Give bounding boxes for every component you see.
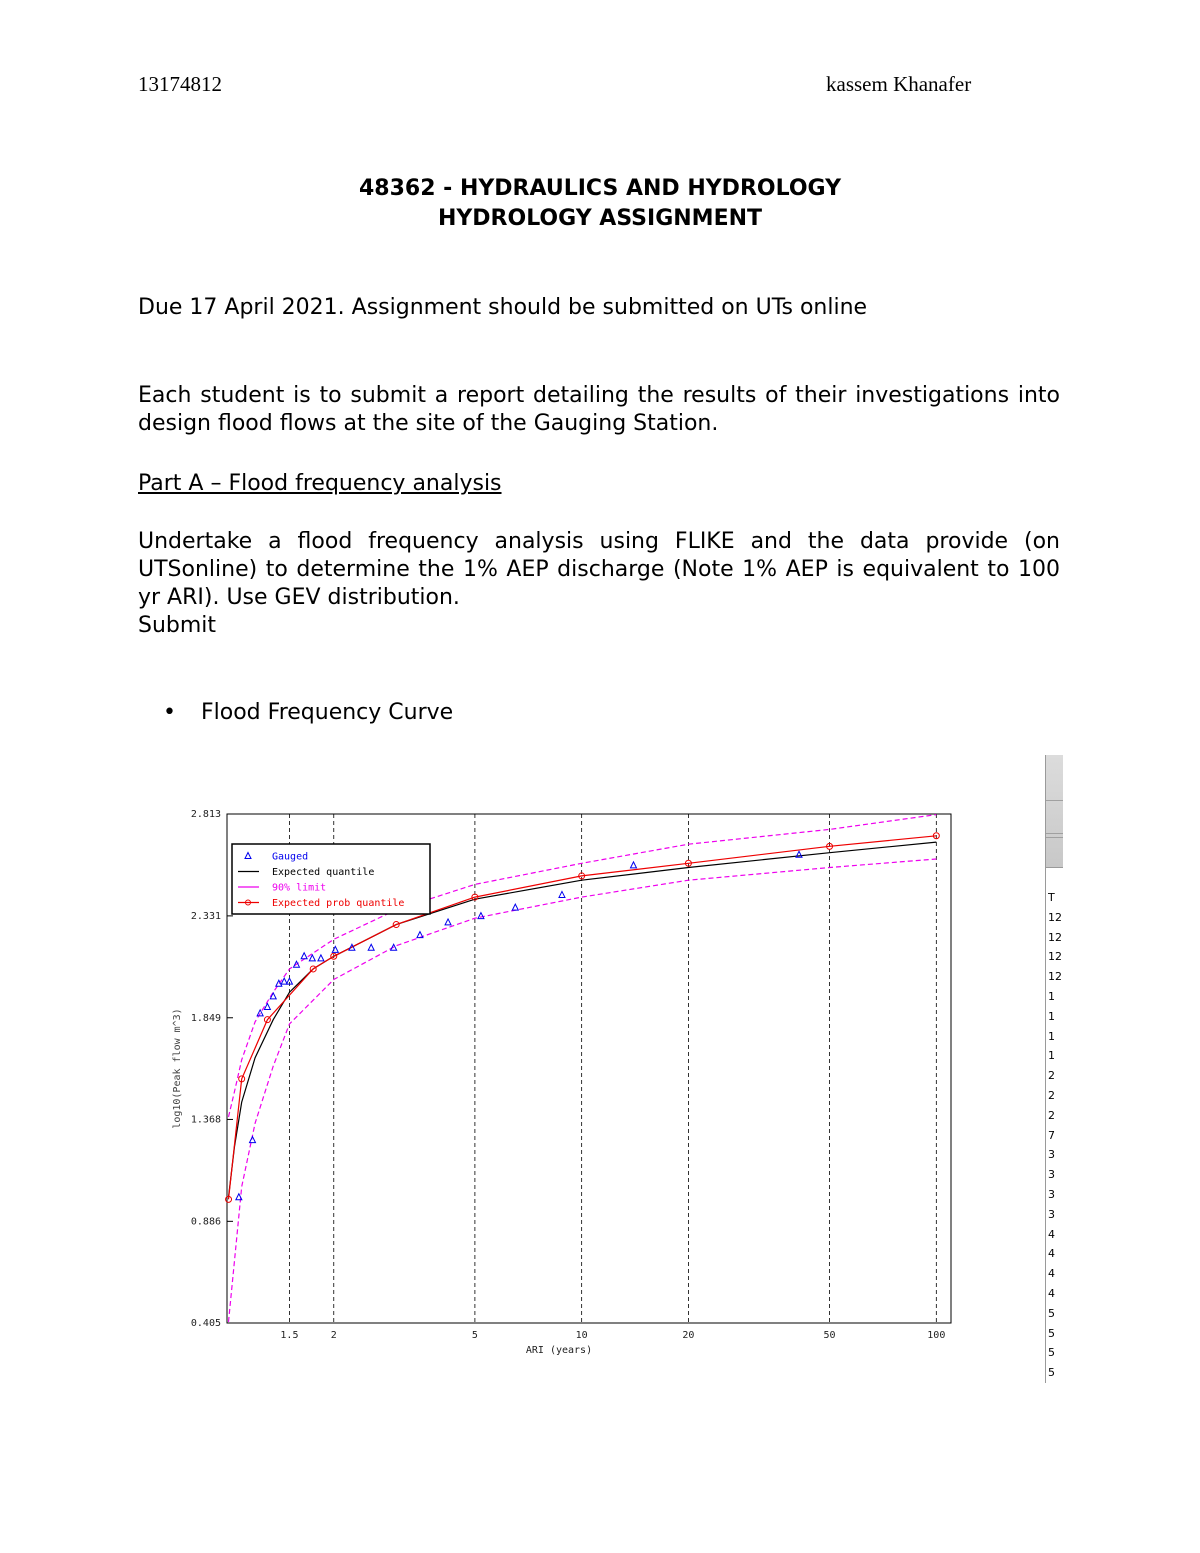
- gauged-point: [249, 1137, 255, 1143]
- spreadsheet-cell: T: [1048, 891, 1063, 904]
- spreadsheet-cell: 3: [1048, 1188, 1063, 1201]
- document-subtitle: HYDROLOGY ASSIGNMENT: [437, 206, 763, 231]
- gauged-point: [478, 913, 484, 919]
- x-tick-label: 1.5: [280, 1330, 299, 1341]
- gauged-point: [301, 953, 307, 959]
- spreadsheet-cell: 5: [1048, 1307, 1063, 1320]
- y-tick-label: 2.331: [190, 910, 221, 922]
- gauged-point: [559, 891, 565, 897]
- submit-label: Submit: [138, 613, 217, 638]
- spreadsheet-cell: 7: [1048, 1129, 1063, 1142]
- y-axis-label: log10(Peak flow m^3): [172, 1008, 183, 1129]
- spreadsheet-cell: 4: [1048, 1228, 1063, 1241]
- gauged-point: [236, 1194, 242, 1200]
- intro-paragraph: Each student is to submit a report detailing the results of their investigations into design flood flows at the site of the Gauging Station.: [138, 383, 1060, 436]
- x-tick-label: 50: [823, 1330, 836, 1341]
- legend-label: Expected quantile: [272, 867, 375, 878]
- due-date-line: Due 17 April 2021. Assignment should be submitted on UTs online: [138, 295, 868, 320]
- spreadsheet-cell: 4: [1048, 1267, 1063, 1280]
- legend-label: 90% limit: [272, 882, 327, 894]
- y-tick-label: 2.813: [190, 809, 221, 820]
- spreadsheet-cell: 4: [1048, 1287, 1063, 1300]
- part-a-body: Undertake a flood frequency analysis using FLIKE and the data provide (on UTSonline) to determine the 1% AEP discharge (Note 1% AEP is equivalent to 100 yr ARI). Use GEV distribution.: [138, 529, 1060, 610]
- gauged-point: [417, 932, 423, 938]
- spreadsheet-cell: 1: [1048, 1049, 1063, 1062]
- x-tick-label: 10: [575, 1330, 588, 1341]
- bullet-dot: •: [163, 700, 176, 725]
- gauged-point: [630, 862, 636, 868]
- spreadsheet-toolbar: [1046, 755, 1063, 868]
- spreadsheet-cell: 1: [1048, 990, 1063, 1003]
- gauged-point: [281, 978, 287, 984]
- gauged-point: [318, 955, 324, 961]
- student-id: 13174812: [138, 72, 222, 96]
- gauged-point: [264, 1003, 270, 1009]
- gauged-point: [368, 944, 374, 950]
- spreadsheet-cell: 12: [1048, 950, 1062, 964]
- legend-label: Gauged: [272, 851, 309, 863]
- spreadsheet-cell: 2: [1048, 1069, 1063, 1082]
- gauged-point: [512, 904, 518, 910]
- spreadsheet-cell: 5: [1048, 1366, 1063, 1379]
- y-tick-label: 0.405: [190, 1318, 221, 1329]
- legend-label: Expected prob quantile: [272, 898, 405, 909]
- spreadsheet-cell: 1: [1048, 1010, 1063, 1023]
- student-name: kassem Khanafer: [826, 72, 972, 96]
- y-tick-label: 1.849: [190, 1012, 221, 1024]
- spreadsheet-cell: 3: [1048, 1168, 1063, 1181]
- gauged-point: [445, 919, 451, 925]
- x-tick-label: 20: [682, 1330, 695, 1341]
- flood-frequency-chart: [160, 800, 970, 1365]
- spreadsheet-cell: 1: [1048, 1030, 1063, 1043]
- spreadsheet-cell: 2: [1048, 1089, 1063, 1102]
- spreadsheet-cell: 4: [1048, 1247, 1063, 1260]
- x-tick-label: 5: [471, 1330, 478, 1341]
- document-title: 48362 - HYDRAULICS AND HYDROLOGY: [358, 176, 842, 201]
- spreadsheet-fragment: [1045, 755, 1063, 1383]
- spreadsheet-cell: 5: [1048, 1346, 1063, 1359]
- spreadsheet-cell: 5: [1048, 1327, 1063, 1340]
- gauged-point: [332, 946, 338, 952]
- spreadsheet-cell: 12: [1048, 930, 1062, 944]
- y-tick-label: 1.368: [190, 1114, 221, 1126]
- bullet-flood-frequency-curve: Flood Frequency Curve: [201, 700, 454, 725]
- series-90pct-limit-lower: [229, 859, 937, 1322]
- y-tick-label: 0.886: [190, 1216, 221, 1228]
- spreadsheet-cell: 12: [1048, 910, 1062, 924]
- x-tick-label: 100: [927, 1330, 946, 1341]
- spreadsheet-cell: 12: [1048, 970, 1062, 984]
- x-tick-label: 2: [330, 1330, 337, 1341]
- spreadsheet-cell: 3: [1048, 1148, 1063, 1161]
- spreadsheet-cell: 2: [1048, 1109, 1063, 1122]
- part-a-heading: Part A – Flood frequency analysis: [138, 471, 502, 496]
- spreadsheet-cell: 3: [1048, 1208, 1063, 1221]
- x-axis-label: ARI (years): [525, 1345, 593, 1356]
